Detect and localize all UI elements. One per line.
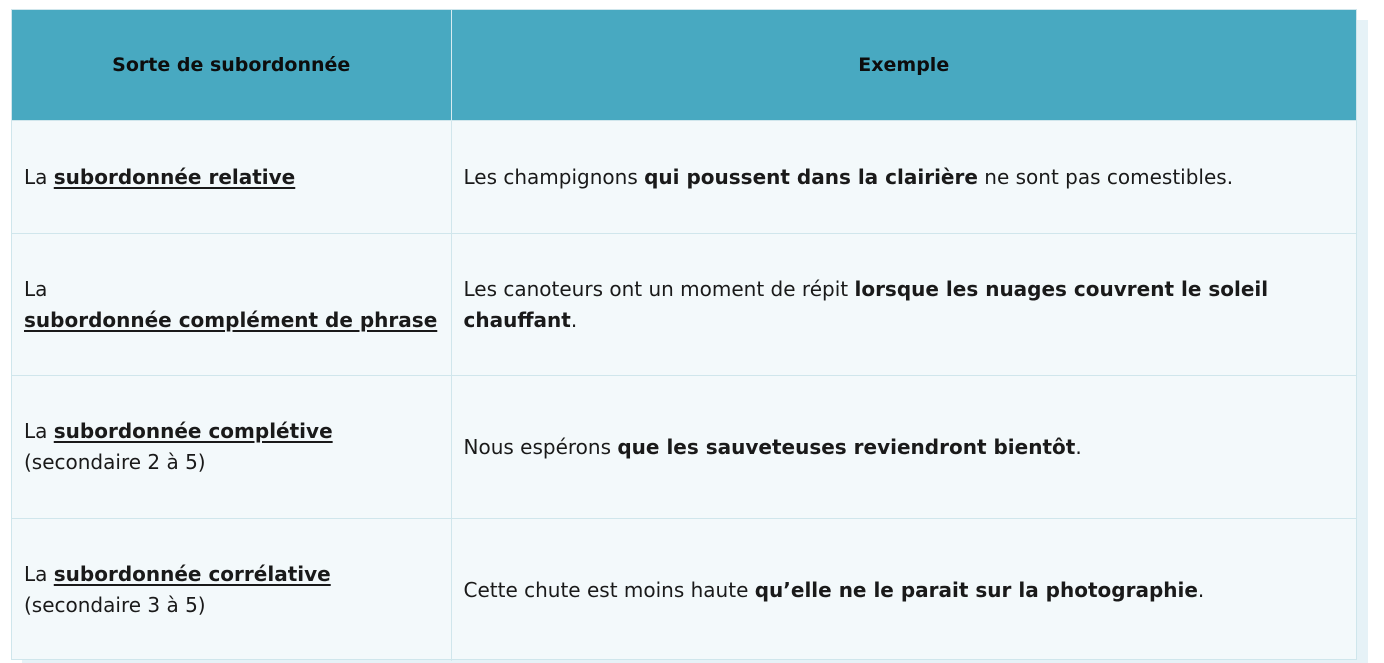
table (12, 10, 1356, 661)
subordinate-clause-table (11, 9, 1357, 660)
example-highlight: qu’elle ne le parait sur la photographie (754, 577, 1198, 602)
example-cell (451, 121, 1356, 234)
type-cell (12, 376, 451, 519)
example-highlight: lorsque les nuages couvrent le soleil chauffant (463, 276, 1269, 332)
example-highlight: que les sauveteuses reviendront bientôt (617, 434, 1076, 459)
example-text: Les champignons (463, 164, 638, 189)
term-link-completive[interactable]: subordonnée complétive (53, 419, 333, 443)
table-row (12, 376, 1356, 519)
example-cell (451, 519, 1356, 662)
example-text: Les canoteurs ont un moment de répit (463, 276, 849, 301)
type-prefix: La (24, 164, 48, 189)
header-type: Sorte de subordonnée (12, 10, 451, 121)
example-cell (451, 234, 1356, 376)
table-row (12, 234, 1356, 376)
header-example: Exemple (451, 10, 1356, 121)
example-highlight: qui poussent dans la clairière (644, 164, 978, 189)
example-text-end: . (1075, 434, 1082, 459)
type-cell (12, 519, 451, 662)
term-link-correlative[interactable]: subordonnée corrélative (53, 562, 331, 586)
type-prefix: La (24, 419, 48, 443)
table-row (12, 121, 1356, 234)
example-text-end: . (1197, 577, 1205, 602)
example-text-end: ne sont pas comestibles. (984, 164, 1234, 189)
table-header-row (12, 10, 1356, 121)
type-cell (12, 234, 451, 376)
term-link-relative[interactable]: subordonnée relative (53, 164, 296, 189)
type-cell (12, 121, 451, 234)
term-link-complement-de-phrase[interactable]: subordonnée complément de phrase (24, 307, 438, 332)
type-prefix: La (24, 562, 48, 586)
example-text: Nous espérons (463, 434, 611, 459)
type-note: (secondaire 3 à 5) (24, 593, 206, 617)
example-text: Cette chute est moins haute (463, 577, 749, 602)
type-note: (secondaire 2 à 5) (24, 450, 206, 474)
table-row (12, 519, 1356, 662)
type-prefix: La (24, 276, 48, 301)
example-text-end: . (570, 307, 578, 332)
example-cell (451, 376, 1356, 519)
